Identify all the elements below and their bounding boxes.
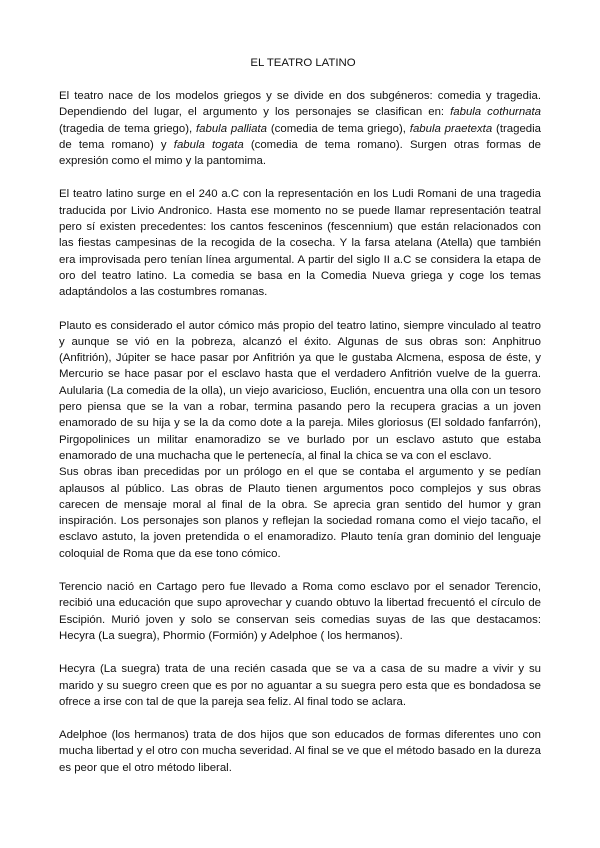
paragraph-text: Sus obras iban precedidas por un prólogo en el que se contaba el argumento y se pedían aplausos al público. Las obras de Plauto tienen argumentos poco complejos y sus obras carecen de mensaje moral al final de la obra. Se aprecia gran sentido del humor y gran inspiración. Los personajes son planos y reflejan la sociedad romana como el viejo tacaño, el esclavo astuto, la joven pretendida o el enamoradizo. Plauto tenía gran dominio del lenguaje coloquial de Roma que da ese tono cómico. [59, 466, 541, 560]
paragraph [59, 464, 541, 562]
paragraph [59, 186, 541, 300]
italic-term: fabula togata [173, 138, 244, 151]
italic-term: fabula praetexta [409, 122, 493, 135]
paragraph-text: Adelphoe (los hermanos) trata de dos hijos que son educados de formas diferentes uno con mucha libertad y el otro con mucha severidad. Al final se ve que el método basado en la dureza es peor que el otro método liberal. [59, 729, 541, 774]
paragraph [59, 88, 541, 169]
paragraph [59, 661, 541, 710]
paragraph-text: El teatro latino surge en el 240 a.C con la representación en los Ludi Romani de una tragedia traducida por Livio Andronico. Hasta ese momento no se puede llamar representación teatral pero sí existen precedentes: los cantos fesceninos (fescennium) que están relacionados con las fiestas campesinas de la recogida de la cosecha. Y la farsa atelana (Atella) que también era improvisada pero tenían línea argumental. A partir del siglo II a.C se considera la etapa de oro del teatro latino. La comedia se basa en la Comedia Nueva griega y coge los temas adaptándolos a las costumbres romanas. [59, 188, 541, 299]
paragraph [59, 318, 541, 465]
document-title: EL TEATRO LATINO [250, 57, 356, 69]
paragraph-text: Hecyra (La suegra) trata de una recién casada que se va a casa de su madre a vivir y su marido y su suegro creen que es por no aguantar a su suegra pero esta que es bondadosa se ofrece a irse con tal de que la pareja sea feliz. Al final todo se aclara. [59, 663, 541, 708]
paragraph-text: Plauto es considerado el autor cómico más propio del teatro latino, siempre vinculado al teatro y aunque se vió en la pobreza, alcanzó el éxito. Algunas de sus obras son: Anphitruo (Anfitrión), Júpiter se hace pasar por Anfitrión ya que le gustaba Alcmena, esposa de éste, y Mercurio se hace pasar por el esclavo hasta que el verdadero Anfitrión vuelve de la guerra. Aulularia (La comedia de la olla), un viejo avaricioso, Euclión, encuentra una olla con un tesoro pero piensa que se la van a robar, termina pasando pero la recupera gracias a un joven enamorado de su hija y se la da como dote a la pareja. Miles gloriosus (El soldado fanfarrón), Pirgopolinices un militar enamoradizo se ve burlado por un esclavo astuto que estaba enamorado de una muchacha que le pertenecía, al final la chica se va con el esclavo. [59, 319, 541, 462]
paragraph-text: El teatro nace de los modelos griegos y se divide en dos subgéneros: comedia y tragedia. Dependiendo del lugar, el argumento y los personajes se clasifican en: [59, 90, 541, 119]
paragraph-text: (tragedia de tema griego), [59, 122, 197, 135]
paragraph [59, 727, 541, 776]
italic-term: fabula palliata [196, 122, 268, 135]
paragraph-text: (tragedia de tema romano) y [59, 122, 541, 151]
paragraph [59, 579, 541, 644]
paragraph-text: (comedia de tema romano). Surgen otras formas de expresión como el mimo y la pantomima. [59, 138, 541, 168]
paragraph-text: Terencio nació en Cartago pero fue llevado a Roma como esclavo por el senador Terencio, recibió una educación que supo aprovechar y cuando obtuvo la libertad frecuentó el círculo de Escipión. Murió joven y solo se conservan seis comedias suyas de las que destacamos: Hecyra (La suegra), Phormio (Formión) y Adelphoe ( los hermanos). [59, 581, 541, 642]
paragraph-text: (comedia de tema griego), [267, 122, 410, 135]
italic-term: fabula cothurnata [450, 106, 541, 119]
document-body [59, 88, 541, 776]
